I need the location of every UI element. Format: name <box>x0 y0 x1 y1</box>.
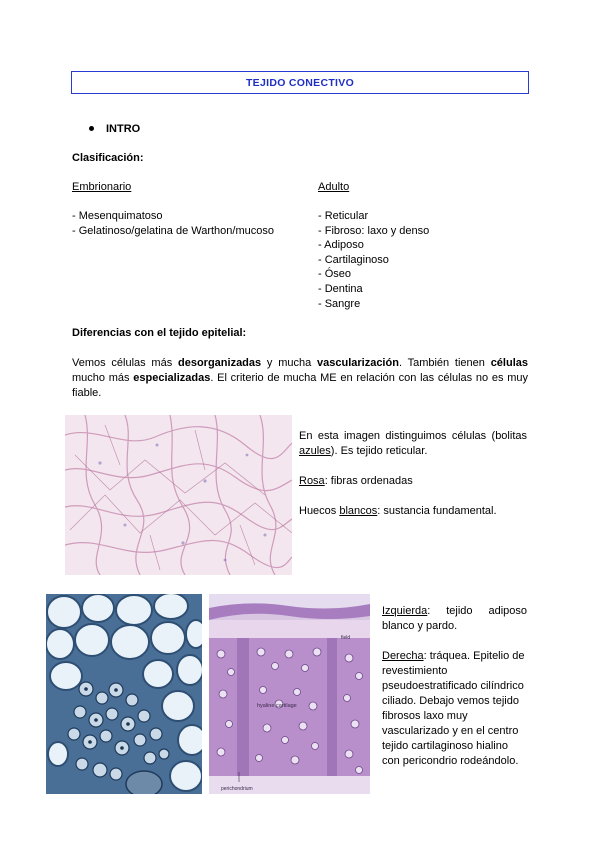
underline-run: Rosa <box>299 475 325 487</box>
micro-label-perichondrium: perichondrium <box>221 786 253 792</box>
trachea-image <box>209 594 370 794</box>
adulto-label: Adulto <box>318 181 350 193</box>
list-item: - Gelatinoso/gelatina de Warthon/mucoso <box>72 224 274 237</box>
text-run: mucho más <box>72 372 134 384</box>
text-run: ). Es tejido reticular. <box>330 445 428 457</box>
caption-line <box>299 429 527 459</box>
list-item: - Reticular <box>318 210 369 222</box>
text-run: : tejido adiposo blanco y pardo. <box>382 605 527 632</box>
adulto-list <box>318 209 429 311</box>
clasificacion-heading: Clasificación: <box>72 152 144 164</box>
list-item: - Cartilaginoso <box>318 253 389 266</box>
underline-run: Derecha <box>382 650 424 662</box>
intro-bullet <box>89 123 140 135</box>
diferencias-paragraph <box>72 356 528 401</box>
bold-run: especializadas <box>133 372 211 384</box>
underline-run: azules <box>299 445 331 457</box>
embrionario-label: Embrionario <box>72 181 132 193</box>
text-run: Huecos <box>299 505 340 517</box>
reticular-tissue-image <box>65 415 292 575</box>
micro-label-hyaline: hyaline cartilage <box>257 703 297 709</box>
caption-line <box>299 504 527 519</box>
figure1-caption <box>299 429 527 519</box>
text-run: . El criterio de mucha ME en relación con las células no es muy fiable. <box>72 372 528 399</box>
underline-run: blancos <box>339 505 378 517</box>
micro-label-field: field <box>341 635 351 641</box>
list-item: - Mesenquimatoso <box>72 210 163 222</box>
caption-line <box>382 604 527 634</box>
list-item: - Dentina <box>318 282 363 295</box>
list-item: - Adiposo <box>318 239 364 252</box>
list-item: - Óseo <box>318 268 352 281</box>
text-run: : tráquea. Epitelio de revestimiento pseudoestratificado cilíndrico ciliado. Debajo vemos tejido fibrosos laxo muy vascularizado y en el centro tejido cartilaginoso hialino con pericondrio rodeándolo. <box>382 650 525 767</box>
text-run: : sustancia fundamental. <box>377 505 497 517</box>
list-item: - Sangre <box>318 297 361 310</box>
bold-run: desorganizadas <box>178 357 262 369</box>
bold-run: células <box>490 357 528 369</box>
page-title-text: TEJIDO CONECTIVO <box>245 76 355 89</box>
text-run: y mucha <box>261 357 317 369</box>
text-run: Vemos células más <box>72 357 178 369</box>
adipose-tissue-image <box>46 594 202 794</box>
caption-line <box>299 474 527 489</box>
intro-label: INTRO <box>106 123 141 135</box>
text-run: . También tienen <box>398 357 491 369</box>
bullet-icon <box>89 126 94 131</box>
figure2-caption <box>382 604 527 769</box>
text-run: En esta imagen distinguimos células (bolitas <box>299 430 527 442</box>
list-item: - Fibroso: laxo y denso <box>318 224 430 237</box>
embrionario-list <box>72 209 274 238</box>
bold-run: vascularización <box>317 357 399 369</box>
page-title <box>71 71 529 94</box>
diferencias-heading: Diferencias con el tejido epitelial: <box>72 327 247 339</box>
caption-line <box>382 649 527 769</box>
underline-run: Izquierda <box>382 605 428 617</box>
text-run: : fibras ordenadas <box>324 475 413 487</box>
